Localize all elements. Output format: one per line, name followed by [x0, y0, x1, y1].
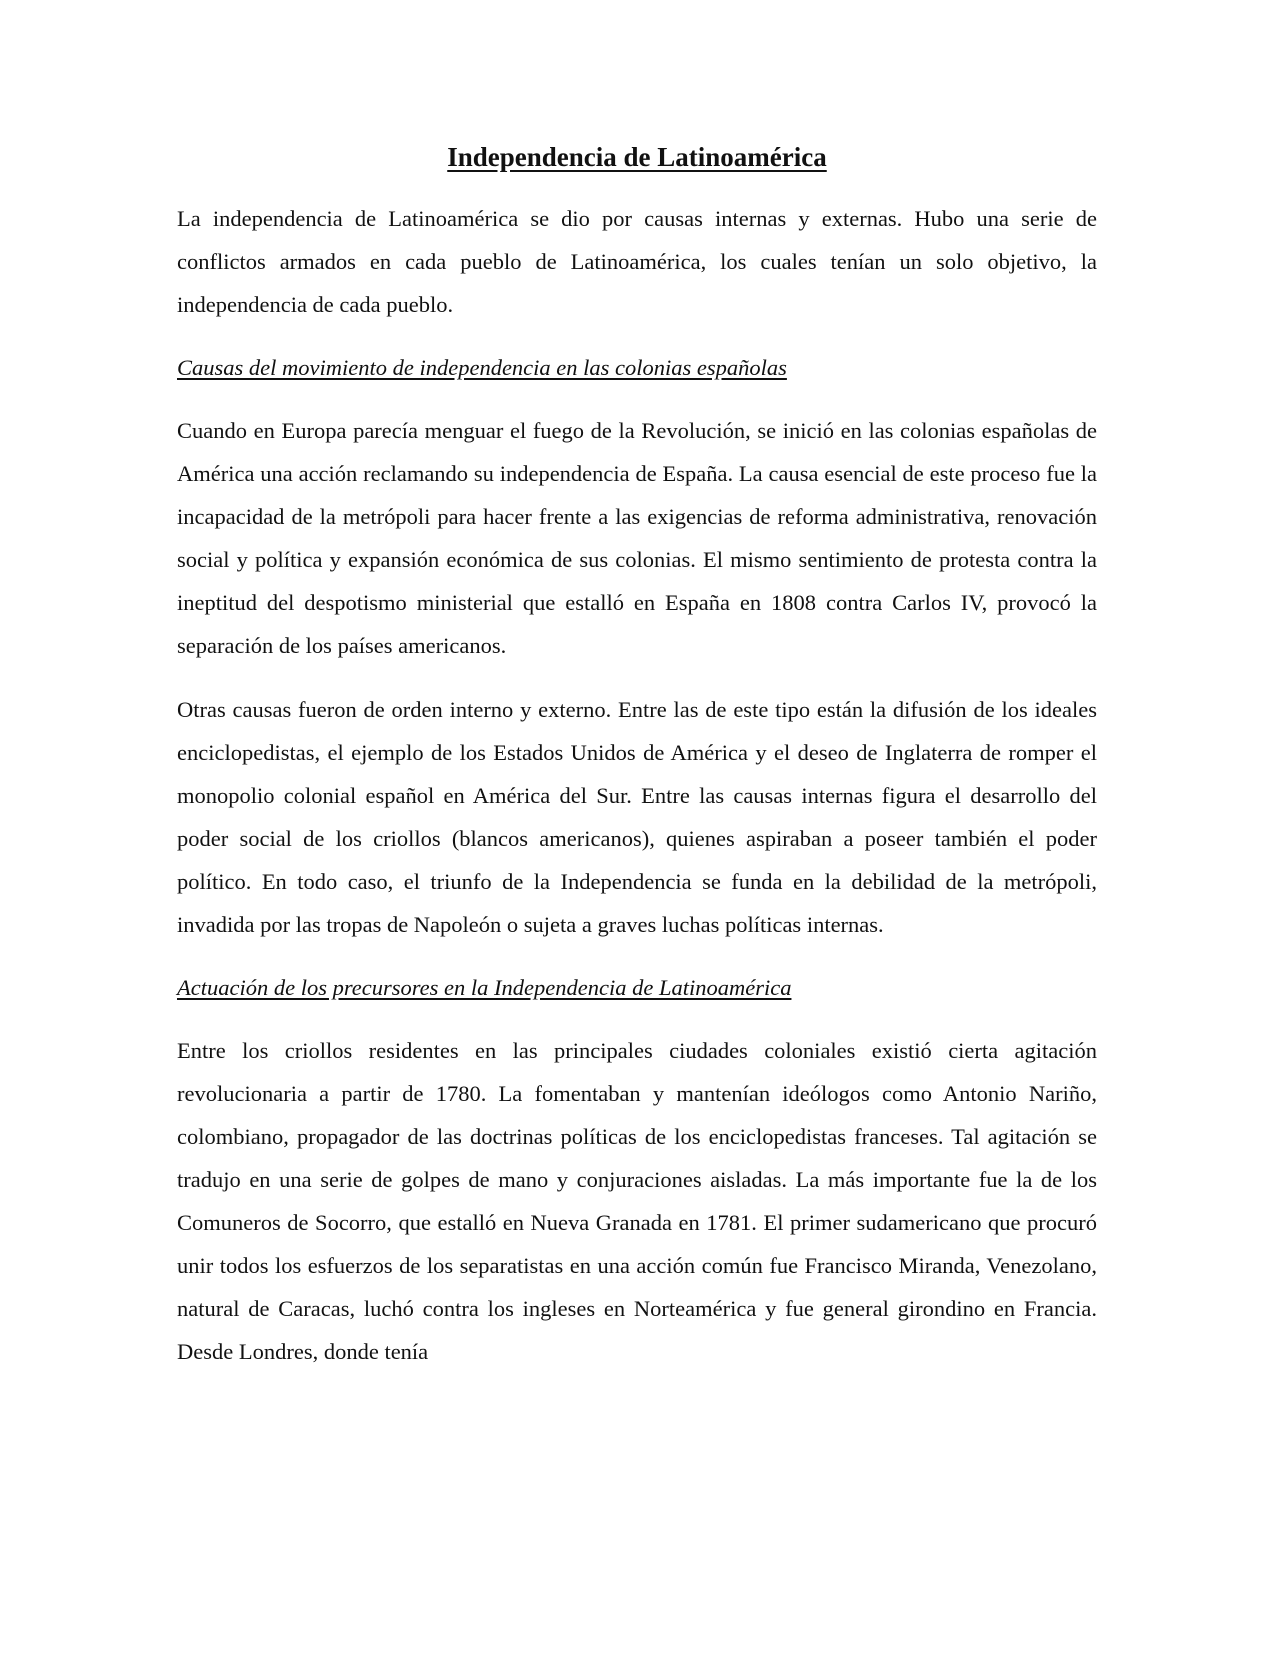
document-title: Independencia de Latinoamérica: [447, 142, 827, 172]
causas-paragraph-1: Cuando en Europa parecía menguar el fuego de la Revolución, se inició en las colonias españolas de América una acción reclamando su independencia de España. La causa esencial de este proceso fue la incapacidad de la metrópoli para hacer frente a las exigencias de reforma administrativa, renovación social y política y expansión económica de sus colonias. El mismo sentimiento de protesta contra la ineptitud del despotismo ministerial que estalló en España en 1808 contra Carlos IV, provocó la separación de los países americanos.: [177, 418, 1097, 659]
section-heading-causas: Causas del movimiento de independencia en las colonias españolas: [177, 355, 787, 381]
intro-paragraph: La independencia de Latinoamérica se dio por causas internas y externas. Hubo una serie de conflictos armados en cada pueblo de Latinoamérica, los cuales tenían un solo objetivo, la independencia de cada pueblo.: [177, 206, 1097, 318]
precursores-paragraph-1: Entre los criollos residentes en las principales ciudades coloniales existió cierta agitación revolucionaria a partir de 1780. La fomentaban y mantenían ideólogos como Antonio Nariño, colombiano, propagador de las doctrinas políticas de los enciclopedistas franceses. Tal agitación se tradujo en una serie de golpes de mano y conjuraciones aisladas. La más importante fue la de los Comuneros de Socorro, que estalló en Nueva Granada en 1781. El primer sudamericano que procuró unir todos los esfuerzos de los separatistas en una acción común fue Francisco Miranda, Venezolano, natural de Caracas, luchó contra los ingleses en Norteamérica y fue general girondino en Francia. Desde Londres, donde tenía: [177, 1038, 1097, 1365]
document-page: [177, 140, 1097, 1373]
causas-paragraph-2: Otras causas fueron de orden interno y externo. Entre las de este tipo están la difusión de los ideales enciclopedistas, el ejemplo de los Estados Unidos de América y el deseo de Inglaterra de romper el monopolio colonial español en América del Sur. Entre las causas internas figura el desarrollo del poder social de los criollos (blancos americanos), quienes aspiraban a poseer también el poder político. En todo caso, el triunfo de la Independencia se funda en la debilidad de la metrópoli, invadida por las tropas de Napoleón o sujeta a graves luchas políticas internas.: [177, 697, 1097, 938]
section-heading-precursores: Actuación de los precursores en la Independencia de Latinoamérica: [177, 975, 792, 1001]
